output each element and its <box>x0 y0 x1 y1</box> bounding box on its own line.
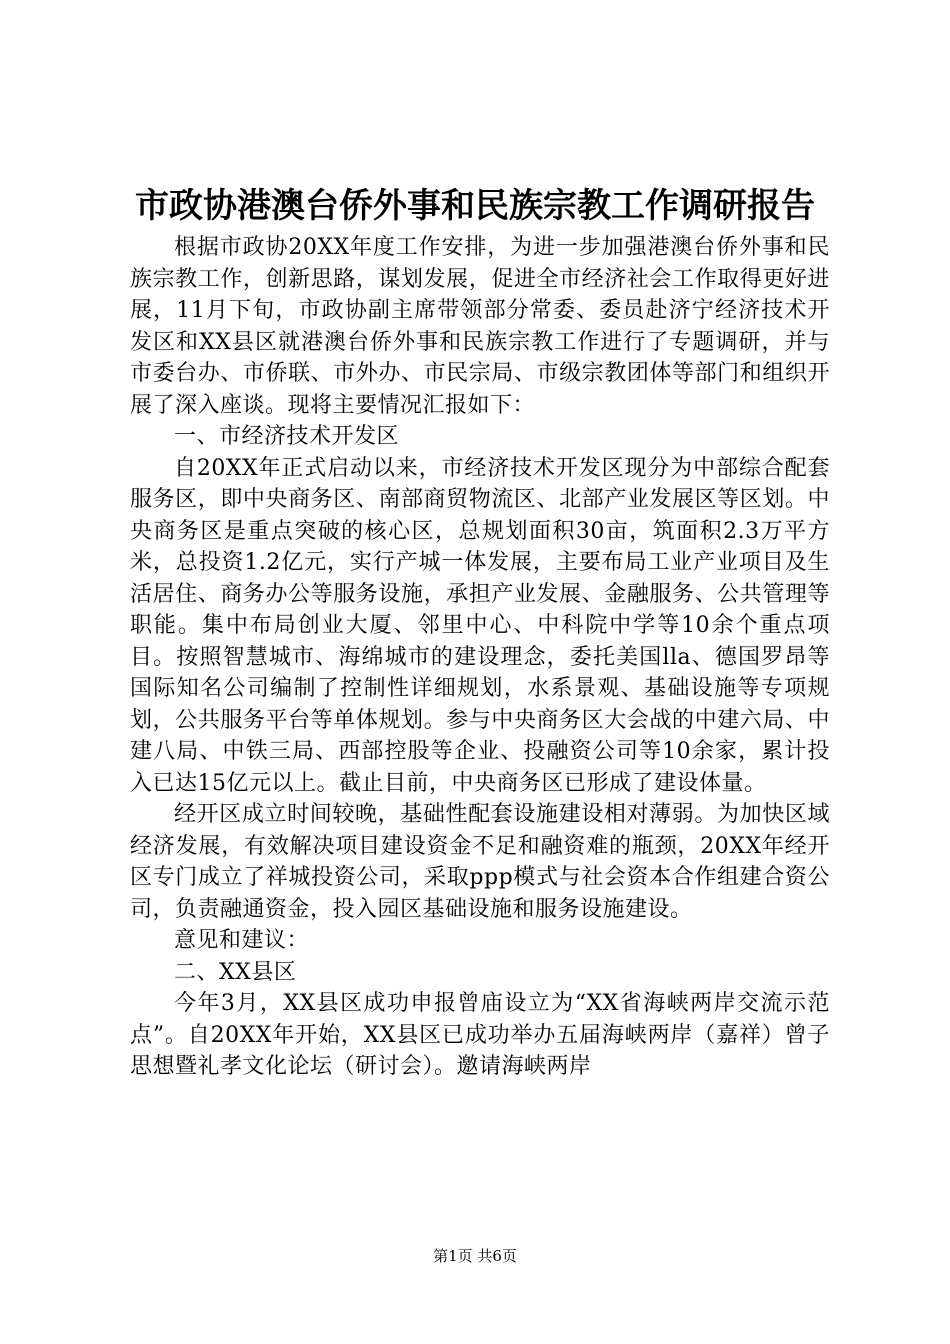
section-heading-1: 一、市经济技术开发区 <box>174 424 400 449</box>
section-heading-2: 二、XX县区 <box>174 959 297 985</box>
paragraph-intro: 根据市政协20XX年度工作安排，为进一步加强港澳台侨外事和民族宗教工作，创新思路，谋划发展，促进全市经济社会工作取得更好进展，11月下旬，市政协副主席带领部分常委、委员赴济宁经济技术开发区和XX县区就港澳台侨外事和民族宗教工作进行了专题调研，并与市委台办、市侨联、市外办、市民宗局、市级宗教团体等部门和组织开展了深入座谈。现将主要情况汇报如下： <box>130 235 830 418</box>
paragraph-county: 今年3月，XX县区成功申报曾庙设立为“XX省海峡两岸交流示范点”。自20XX年开始，XX县区已成功举办五届海峡两岸（嘉祥）曾子思想暨礼孝文化论坛（研讨会）。邀请海峡两岸 <box>130 991 830 1079</box>
document-title: 市政协港澳台侨外事和民族宗教工作调研报告 <box>135 186 815 226</box>
page-number-footer: 第1页 共6页 <box>433 1247 517 1265</box>
paragraph-financing: 经开区成立时间较晚，基础性配套设施建设相对薄弱。为加快区域经济发展，有效解决项目建设资金不足和融资难的瓶颈，20XX年经开区专门成立了祥城投资公司，采取ppp模式与社会资本合作组建合资公司，负责融通资金，投入园区基础设施和服务设施建设。 <box>130 802 830 922</box>
paragraph-dev-zone: 自20XX年正式启动以来，市经济技术开发区现分为中部综合配套服务区，即中央商务区、南部商贸物流区、北部产业发展区等区划。中央商务区是重点突破的核心区，总规划面积30亩，筑面积2.3万平方米，总投资1.2亿元，实行产城一体发展，主要布局工业产业项目及生活居住、商务办公等服务设施，承担产业发展、金融服务、公共管理等职能。集中布局创业大厦、邻里中心、中科院中学等10余个重点项目。按照智慧城市、海绵城市的建设理念，委托美国lla、德国罗昂等国际知名公司编制了控制性详细规划，水系景观、基础设施等专项规划，公共服务平台等单体规划。参与中央商务区大会战的中建六局、中建八局、中铁三局、西部控股等企业、投融资公司等10余家，累计投入已达15亿元以上。截止目前，中央商务区已形成了建设体量。 <box>130 455 830 796</box>
document-body <box>130 232 830 1083</box>
section-heading-suggestions: 意见和建议： <box>174 928 310 953</box>
